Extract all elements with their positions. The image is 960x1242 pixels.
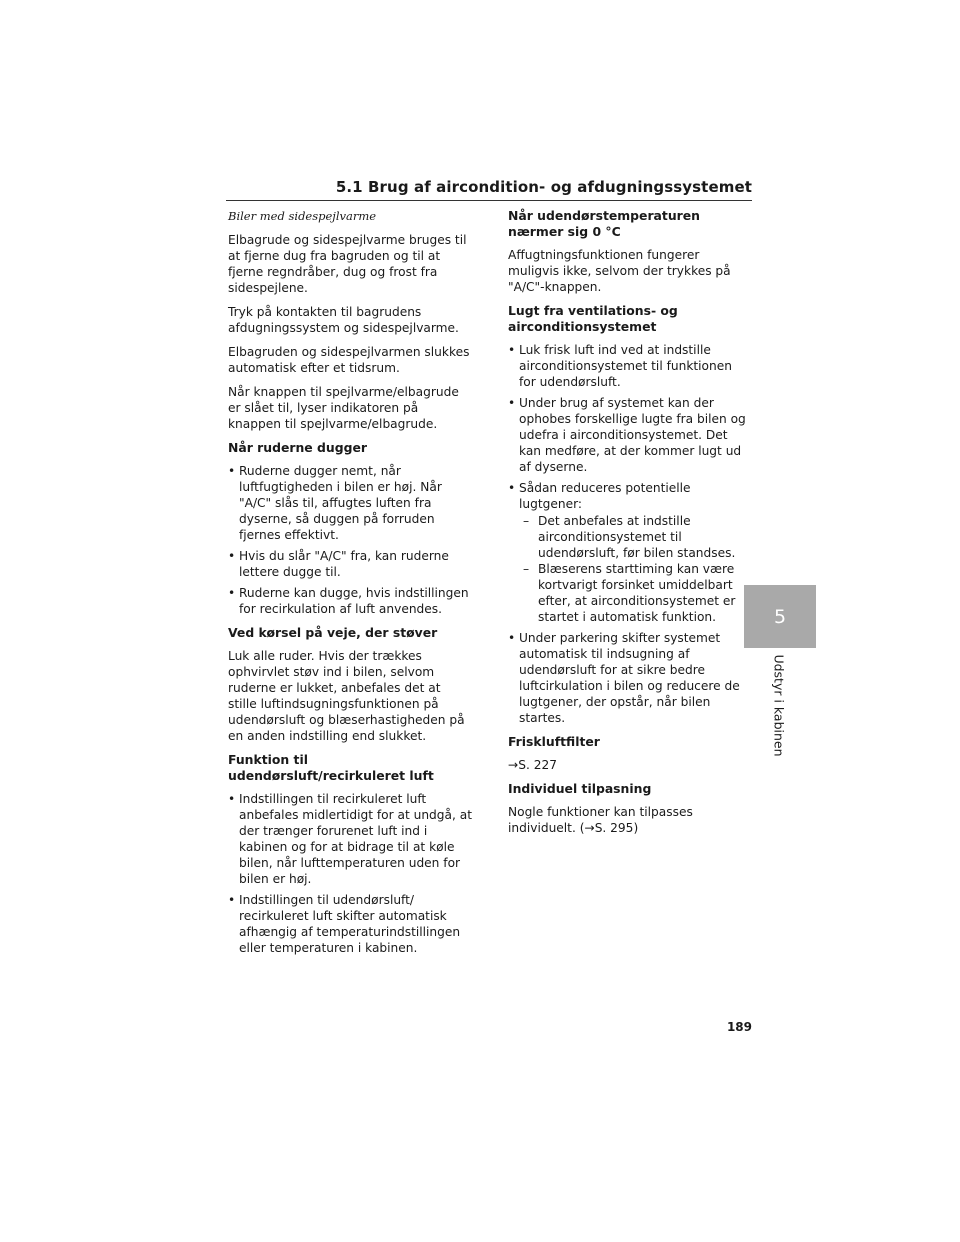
page-number: 189 bbox=[726, 1020, 752, 1034]
list-item: • Ruderne dugger nemt, når luftfugtigheden i bilen er høj. Når "A/C" slås til, affugtes luften fra dyserne, så duggen på forruden fjernes effektivt. bbox=[228, 464, 442, 542]
chapter-tab[interactable]: 5 bbox=[744, 585, 816, 648]
list-item: • Sådan reduceres potentielle lugtgener: – Det anbefales at indstille airconditionsystemet til udendørsluft, før bilen standses. – Blæserens starttiming kan være kortvarigt forsinket umiddelbart efter, at airconditionsystemet er startet i automatisk funktion. bbox=[508, 480, 748, 625]
paragraph: Affugtningsfunktionen fungerer muligvis ikke, selvom der trykkes på "A/C"-knappen. bbox=[508, 248, 731, 294]
dash-icon: – bbox=[523, 562, 530, 576]
paragraph: Nogle funktioner kan tilpasses individuelt. (→S. 295) bbox=[508, 805, 693, 835]
paragraph: Luk alle ruder. Hvis der trækkes ophvirvlet støv ind i bilen, selvom ruderne er lukket, anbefales det at stille luftindsugningsfunktionen på udendørsluft og blæserhastigheden på en anden indstilling end slukket. bbox=[228, 649, 465, 743]
heading: Funktion til udendørsluft/recirkuleret luft bbox=[228, 752, 434, 783]
bullet-icon: • bbox=[228, 464, 236, 478]
bullet-icon: • bbox=[228, 792, 236, 806]
bullet-icon: • bbox=[228, 893, 236, 907]
paragraph: Elbagruden og sidespejlvarmen slukkes automatisk efter et tidsrum. bbox=[228, 345, 470, 375]
bullet-list bbox=[228, 463, 472, 617]
dash-icon: – bbox=[523, 514, 530, 528]
paragraph: Tryk på kontakten til bagrudens afdugningssystem og sidespejlvarme. bbox=[228, 305, 459, 335]
bullet-list bbox=[228, 791, 472, 956]
bullet-icon: • bbox=[508, 396, 516, 410]
list-item: • Indstillingen til udendørsluft/ recirkuleret luft skifter automatisk afhængig af temperaturindstillingen eller temperaturen i kabinen. bbox=[228, 893, 461, 955]
heading: Når ruderne dugger bbox=[228, 440, 367, 455]
list-item: • Ruderne kan dugge, hvis indstillingen for recirkulation af luft anvendes. bbox=[228, 586, 469, 616]
bullet-icon: • bbox=[228, 586, 236, 600]
heading: Lugt fra ventilations- og airconditionsystemet bbox=[508, 303, 678, 334]
paragraph: Elbagrude og sidespejlvarme bruges til at fjerne dug fra bagruden og til at fjerne regndråber, dug og frost fra sidespejlene. bbox=[228, 233, 467, 295]
heading: Ved kørsel på veje, der støver bbox=[228, 625, 438, 640]
bullet-icon: • bbox=[508, 481, 516, 495]
section-subheading: Biler med sidespejlvarme bbox=[228, 209, 377, 223]
list-item: • Under parkering skifter systemet automatisk til indsugning af udendørsluft for at sikre bedre luftcirkulation i bilen og reducere de lugtgener, der opstår, når bilen startes. bbox=[508, 631, 740, 725]
bullet-icon: • bbox=[508, 631, 516, 645]
page-reference[interactable]: →S. 227 bbox=[508, 758, 557, 772]
heading: Når udendørstemperaturen nærmer sig 0 °C bbox=[508, 208, 701, 239]
bullet-list bbox=[508, 342, 748, 726]
heading: Individuel tilpasning bbox=[508, 781, 652, 796]
left-column bbox=[228, 208, 472, 964]
sub-list-item: – Det anbefales at indstille airconditionsystemet til udendørsluft, før bilen standses. bbox=[523, 514, 736, 560]
bullet-icon: • bbox=[508, 343, 516, 357]
bullet-icon: • bbox=[228, 549, 236, 563]
arrow-right-icon: → bbox=[508, 758, 519, 772]
right-column bbox=[508, 208, 748, 844]
list-item: • Luk frisk luft ind ved at indstille airconditionsystemet til funktionen for udendørsluft. bbox=[508, 343, 732, 389]
header-rule bbox=[226, 200, 752, 201]
sub-list-item: – Blæserens starttiming kan være kortvarigt forsinket umiddelbart efter, at airconditionsystemet er startet i automatisk funktion. bbox=[523, 562, 736, 624]
chapter-side-label: Udstyr i kabinen bbox=[771, 654, 787, 757]
heading: Friskluftfilter bbox=[508, 734, 600, 749]
list-item: • Indstillingen til recirkuleret luft anbefales midlertidigt for at undgå, at der trænger forurenet luft ind i kabinen og for at bidrage til at køle bilen, når lufttemperaturen uden for bilen er høj. bbox=[228, 792, 472, 886]
paragraph: Når knappen til spejlvarme/elbagrude er slået til, lyser indikatoren på knappen til spejlvarme/elbagrude. bbox=[228, 385, 459, 431]
sub-list bbox=[519, 513, 748, 625]
list-item: • Hvis du slår "A/C" fra, kan ruderne lettere dugge til. bbox=[228, 549, 449, 579]
page-reference[interactable]: S. 295 bbox=[594, 821, 634, 835]
arrow-right-icon: → bbox=[584, 821, 595, 835]
list-item: • Under brug af systemet kan der ophobes forskellige lugte fra bilen og udefra i airconditionsystemet. Det kan medføre, at der kommer lugt ud af dyserne. bbox=[508, 396, 746, 474]
header-title: 5.1 Brug af aircondition- og afdugningssystemet bbox=[335, 178, 752, 196]
